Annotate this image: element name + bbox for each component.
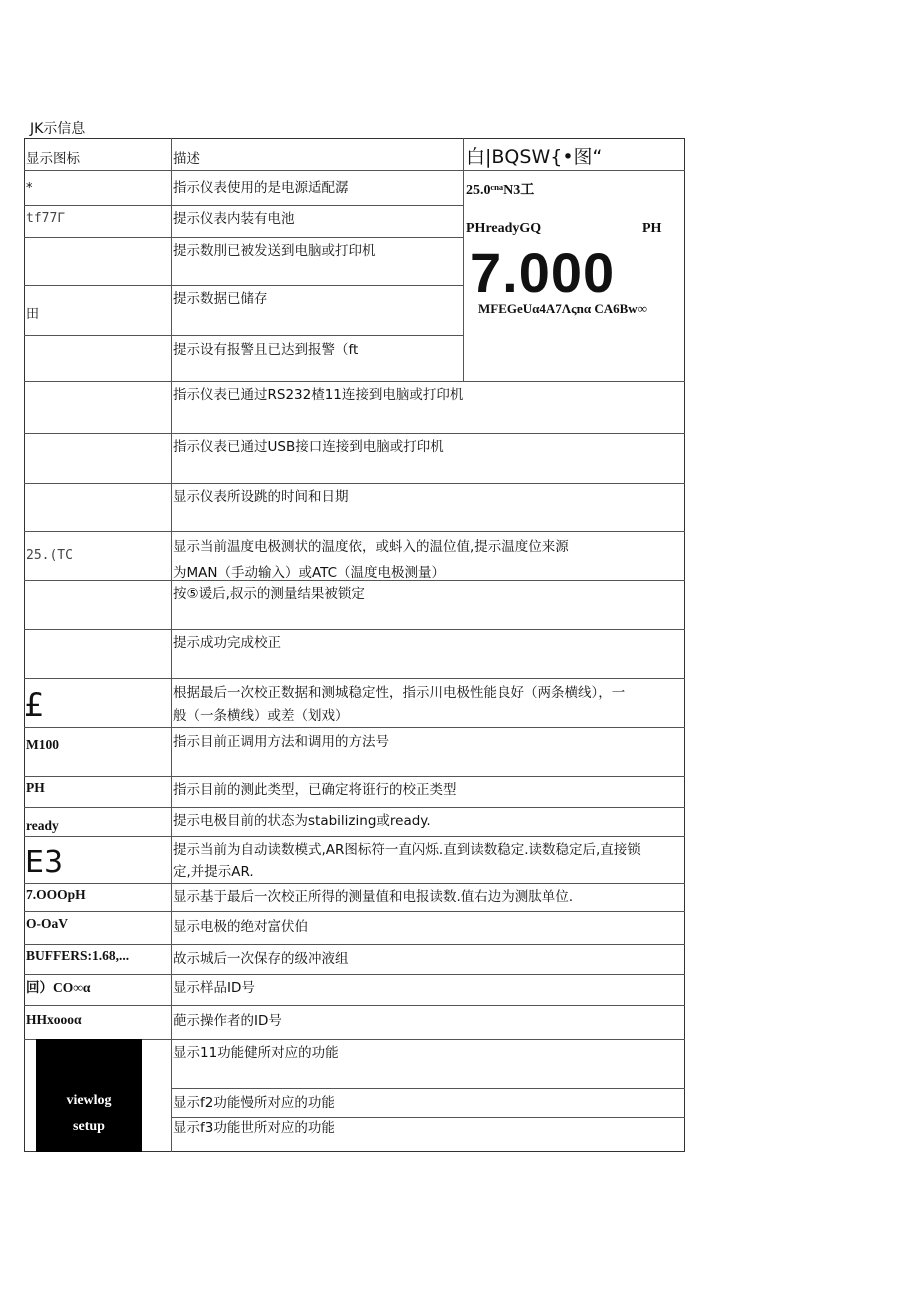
row-divider [24, 883, 685, 884]
screen-ready-line: PHreadyGQ [466, 221, 542, 236]
row-description: 提示电极目前的状态为stabilizing或ready. [173, 813, 431, 829]
row-divider [24, 531, 685, 532]
buffers-icon: BUFFERS:1.68,... [26, 948, 130, 963]
reading-icon: 7.OOOpH [26, 887, 86, 902]
row-description: 显示基于最后一次校正所得的测量值和电报读数.值右边为测肽单位. [173, 889, 574, 905]
row-description: 指示目前的测此类型，已确定将诳行的校正类型 [173, 782, 457, 798]
row-description: 按⑤谖后,叔示的测量结果被锁定 [173, 586, 365, 602]
row-description: 提示数刖已被发送到电脑或打印机 [173, 243, 376, 259]
sample-id-icon: 回）CO∞α [26, 980, 91, 995]
row-divider [24, 580, 685, 581]
row-description-line2: 定,并提示AR. [173, 864, 254, 880]
row-description-line2: 般（一条横线）或差（划戏） [173, 708, 349, 724]
row-description: 根据最后一次校正数据和测城稳定性，指示川电极性能良好（两条横线），一 [173, 685, 626, 701]
battery-icon: tf77Γ [26, 211, 66, 226]
method-icon: M100 [26, 737, 59, 752]
f3-setup-key[interactable]: setup [73, 1119, 105, 1134]
row-description: 提示数据已储存 [173, 291, 268, 307]
row-description: 提示设有报警且已达到报警（ft [173, 342, 359, 358]
row-divider [24, 807, 685, 808]
column-divider [463, 138, 464, 381]
f2-viewlog-key[interactable]: viewlog [66, 1093, 112, 1108]
screen-temperature-line: 25.0ᶜⁿᵃN3工 [466, 183, 535, 198]
row-divider [24, 483, 685, 484]
header-icon: 显示图标 [26, 151, 80, 167]
mv-icon: O-OaV [26, 916, 68, 931]
temperature-icon: 25.(TC [26, 548, 73, 563]
page-title: JK示信息 [30, 121, 86, 137]
row-description: 指示仪表使用的是电源适配潺 [173, 180, 349, 196]
operator-id-icon: HHxoooα [26, 1012, 82, 1027]
row-description: 提示当前为自动读数模式,AR图标符一直闪烁.直到读数稳定.读数稳定后,直接锁 [173, 842, 641, 858]
ready-icon: ready [26, 818, 59, 833]
screen-bottom-line: MFEGeUα4A7Λςnα CA6Bw∞ [478, 301, 647, 316]
electrode-status-icon: £ [24, 686, 45, 724]
row-divider [24, 629, 685, 630]
row-description: 显示f2功能慢所对应的功能 [173, 1095, 335, 1111]
row-divider [24, 1005, 685, 1006]
row-divider [24, 205, 463, 206]
row-description-line2: 为MAN（手动输入）或ATC（温度电极测量） [173, 565, 446, 579]
row-divider [24, 170, 685, 171]
auto-read-icon: E3 [25, 845, 64, 880]
row-description: 显示f3功能世所对应的功能 [173, 1120, 335, 1136]
row-description: 显示电极的绝对富伏伯 [173, 919, 308, 935]
row-divider [24, 335, 463, 336]
header-screen: 白|BQSW{•图“ [466, 146, 603, 168]
screen-reading: 7.000 [470, 241, 616, 304]
row-divider [171, 1088, 685, 1089]
row-description: 葩示操作者的ID号 [173, 1013, 282, 1029]
row-description: 显示仪表所设跳的时间和日期 [173, 489, 349, 505]
row-description: 显示样品ID号 [173, 980, 255, 996]
row-divider [24, 776, 685, 777]
screen-unit: PH [642, 221, 662, 236]
row-description: 显示11功能健所对应的功能 [173, 1045, 339, 1061]
memory-icon: 田 [26, 307, 40, 322]
row-divider [24, 381, 685, 382]
adapter-icon: * [26, 181, 33, 196]
column-divider [171, 138, 172, 1152]
row-divider [24, 727, 685, 728]
row-divider [24, 237, 463, 238]
row-divider [24, 836, 685, 837]
row-divider [24, 433, 685, 434]
row-description: 故示城后一次保存的级冲液组 [173, 951, 349, 967]
row-divider [24, 678, 685, 679]
row-description: 提示仪表内装有电池 [173, 211, 295, 227]
row-description: 指示目前正调用方法和调用的方法号 [173, 734, 389, 750]
row-description: 指示仪表已通过RS232楂11连接到电脑或打印机 [173, 387, 464, 403]
row-description: 显示当前温度电极测状的温度依，或蚪入的温位值,提示温度位来源 [173, 539, 569, 555]
row-description: 指示仪表已通过USB接口连接到电脑或打印机 [173, 439, 444, 455]
header-description: 描述 [173, 151, 200, 167]
row-divider [24, 285, 463, 286]
ph-mode-icon: PH [26, 780, 45, 795]
row-divider [24, 974, 685, 975]
row-description: 提示成功完成校正 [173, 635, 281, 651]
row-divider [24, 911, 685, 912]
